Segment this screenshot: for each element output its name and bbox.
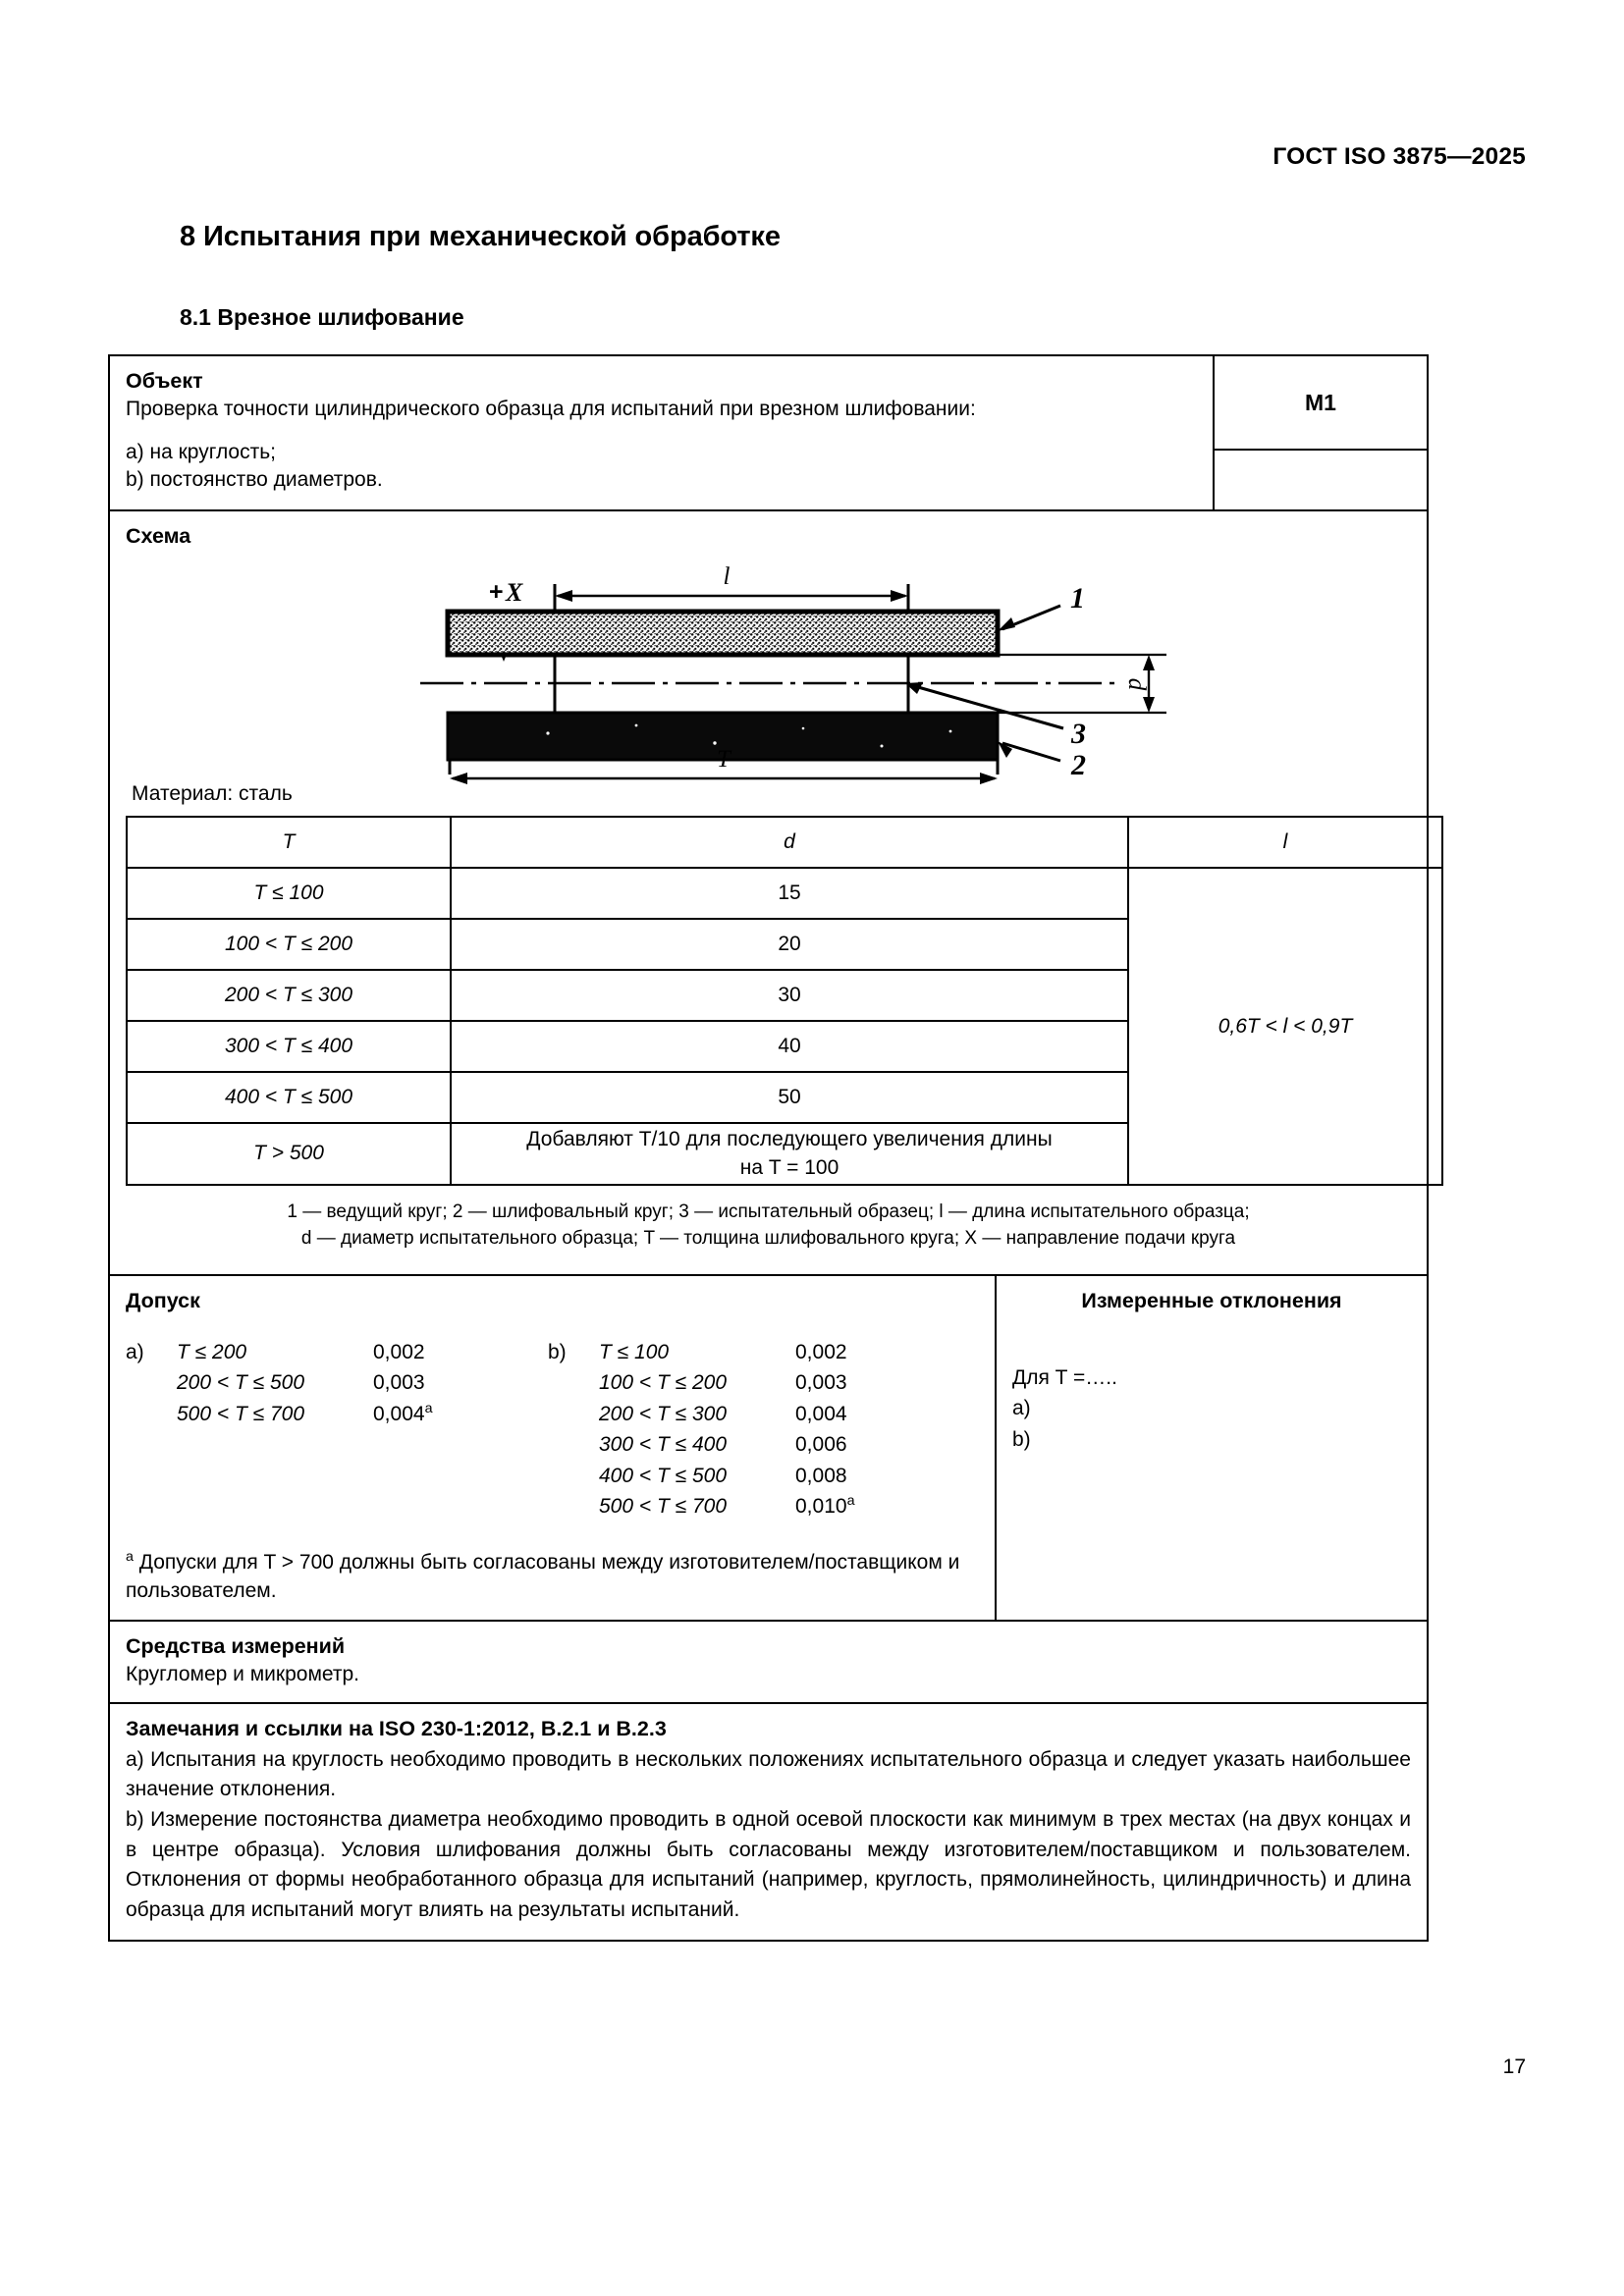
dim-cell-d: 40 xyxy=(451,1021,1128,1072)
notes-section xyxy=(110,1702,1427,1940)
tolerance-value: 0,008 xyxy=(795,1464,847,1487)
object-content xyxy=(110,356,1213,509)
dim-cell-d: 50 xyxy=(451,1072,1128,1123)
notes-title: Замечания и ссылки на ISO 230-1:2012, B.2.1 и B.2.3 xyxy=(126,1716,667,1740)
tolerance-range: 300 < T ≤ 400 xyxy=(599,1433,728,1457)
measured-title: Измеренные отклонения xyxy=(1081,1288,1342,1312)
dim-cell-T: T > 500 xyxy=(127,1123,451,1185)
dim-formula-line1: Добавляют T/10 для последующего увеличения длины xyxy=(526,1128,1053,1151)
thickness-dimension xyxy=(126,749,1412,788)
dim-cell-T: T ≤ 100 xyxy=(127,868,451,919)
instruments-text: Кругломер и микрометр. xyxy=(126,1662,360,1685)
footnote-marker: a xyxy=(126,1548,134,1565)
measured-for-line: Для T =….. xyxy=(1012,1365,1117,1389)
legend-line-1: 1 — ведущий круг; 2 — шлифовальный круг; 3 — испытательный образец; l — длина испытательного образца; xyxy=(287,1201,1250,1222)
object-description: Проверка точности цилиндрического образца для испытаний при врезном шлифовании: xyxy=(126,397,976,420)
tolerance-row xyxy=(548,1399,970,1430)
dim-cell-T: 100 < T ≤ 200 xyxy=(127,919,451,970)
tolerance-row xyxy=(548,1367,970,1399)
tolerance-value: 0,006 xyxy=(795,1433,847,1457)
tolerance-range: 100 < T ≤ 200 xyxy=(599,1371,728,1395)
dim-cell-d: 30 xyxy=(451,970,1128,1021)
notes-item-b: b) Измерение постоянства диаметра необходимо проводить в одной осевой плоскости как минимум в трех местах (на двух концах и в центре образца). Условия шлифования должны быть согласованы между изготовителем/поставщиком и пользователем. Отклонения от формы необработанного образца для испытаний (например, круглость, прямолинейность, цилиндричность) и длина образца для испытаний могут влиять на результаты испытаний. xyxy=(126,1808,1411,1922)
tolerance-value-number: 0,010 xyxy=(795,1495,847,1519)
measured-item-b: b) xyxy=(1012,1427,1031,1451)
label-d: d xyxy=(1123,678,1150,691)
tolerance-value: 0,003 xyxy=(795,1371,847,1395)
tolerance-value xyxy=(795,1491,913,1522)
label-3: 3 xyxy=(1071,718,1086,751)
tolerance-range: T ≤ 200 xyxy=(177,1340,247,1363)
diagram-legend xyxy=(126,1186,1411,1264)
schema-title: Схема xyxy=(126,524,191,549)
dim-cell-l-range: 0,6T < l < 0,9T xyxy=(1128,868,1442,1185)
test-code-badge: M1 xyxy=(1215,356,1427,451)
tolerance-row xyxy=(126,1399,548,1430)
dimension-table xyxy=(126,816,1443,1186)
object-section xyxy=(110,356,1427,509)
tolerance-row xyxy=(548,1429,970,1461)
table-row xyxy=(127,868,1442,919)
object-title: Объект xyxy=(126,369,203,393)
tolerance-range: 200 < T ≤ 300 xyxy=(599,1402,728,1425)
dim-header-d: d xyxy=(451,817,1128,868)
object-code-column xyxy=(1213,356,1427,509)
tolerance-section xyxy=(110,1274,1427,1620)
label-1: 1 xyxy=(1070,582,1085,615)
measured-deviations-panel xyxy=(995,1276,1427,1620)
instruments-title: Средства измерений xyxy=(126,1633,346,1658)
tolerance-group-a xyxy=(126,1337,548,1522)
dim-cell-T: 200 < T ≤ 300 xyxy=(127,970,451,1021)
tolerance-value: 0,002 xyxy=(795,1340,847,1363)
dim-cell-T: 300 < T ≤ 400 xyxy=(127,1021,451,1072)
grinding-schematic-diagram xyxy=(126,557,1411,774)
tolerance-range: 400 < T ≤ 500 xyxy=(599,1464,728,1487)
footnote-text: Допуски для T > 700 должны быть согласованы между изготовителем/поставщиком и пользователем. xyxy=(126,1550,960,1602)
label-l: l xyxy=(723,563,731,591)
dim-formula-line2: на T = 100 xyxy=(739,1155,839,1179)
tolerance-range: T ≤ 100 xyxy=(599,1340,670,1363)
dim-cell-T: 400 < T ≤ 500 xyxy=(127,1072,451,1123)
tolerance-footnote xyxy=(126,1548,979,1606)
schema-section xyxy=(110,509,1427,1274)
tolerance-range: 200 < T ≤ 500 xyxy=(177,1371,305,1395)
label-x-axis: X xyxy=(506,578,523,608)
tolerance-row xyxy=(126,1337,548,1368)
tolerance-group-b xyxy=(548,1337,970,1522)
dim-cell-d-formula xyxy=(451,1123,1128,1185)
dim-cell-d: 20 xyxy=(451,919,1128,970)
notes-item-a: a) Испытания на круглость необходимо проводить в нескольких положениях испытательного образца и следует указать наибольшее значение отклонения. xyxy=(126,1747,1411,1801)
tolerance-title: Допуск xyxy=(126,1288,200,1312)
dim-cell-d: 15 xyxy=(451,868,1128,919)
dim-table-header-row xyxy=(127,817,1442,868)
section-heading: 8 Испытания при механической обработке xyxy=(180,221,781,252)
dim-header-T: T xyxy=(127,817,451,868)
footnote-marker: a xyxy=(846,1493,855,1510)
legend-line-2: d — диаметр испытательного образца; T — толщина шлифовального круга; X — направление подачи круга xyxy=(300,1227,1236,1249)
tolerance-row xyxy=(548,1461,970,1492)
document-standard-header: ГОСТ ISO 3875—2025 xyxy=(1272,143,1526,170)
tolerance-group-a-label: a) xyxy=(126,1340,144,1363)
object-item-a: a) на круглость; xyxy=(126,441,277,464)
test-specification-table xyxy=(108,354,1429,1942)
tolerance-range: 500 < T ≤ 700 xyxy=(599,1495,728,1519)
tolerance-value: 0,004 xyxy=(795,1402,847,1425)
footnote-marker: a xyxy=(424,1400,433,1416)
tolerance-row xyxy=(126,1367,548,1399)
schematic-svg xyxy=(126,557,1412,774)
instruments-section xyxy=(110,1620,1427,1702)
tolerance-value xyxy=(373,1399,491,1430)
material-label: Материал: сталь xyxy=(132,782,293,806)
tolerance-range: 500 < T ≤ 700 xyxy=(177,1402,305,1425)
measured-item-a: a) xyxy=(1012,1397,1031,1420)
label-2: 2 xyxy=(1071,749,1086,775)
dim-header-l: l xyxy=(1128,817,1442,868)
tolerance-value: 0,003 xyxy=(373,1371,425,1395)
object-item-b: b) постоянство диаметров. xyxy=(126,468,383,492)
tolerance-row xyxy=(548,1491,970,1522)
label-plus-x: + xyxy=(489,578,504,607)
tolerance-content xyxy=(110,1276,995,1620)
tolerance-group-b-label: b) xyxy=(548,1340,567,1363)
subsection-heading: 8.1 Врезное шлифование xyxy=(180,304,464,330)
tolerance-value-number: 0,004 xyxy=(373,1402,425,1425)
tolerance-value: 0,002 xyxy=(373,1340,425,1363)
tolerance-row xyxy=(548,1337,970,1368)
label-T: T xyxy=(717,749,731,774)
page-number: 17 xyxy=(1502,2056,1526,2078)
